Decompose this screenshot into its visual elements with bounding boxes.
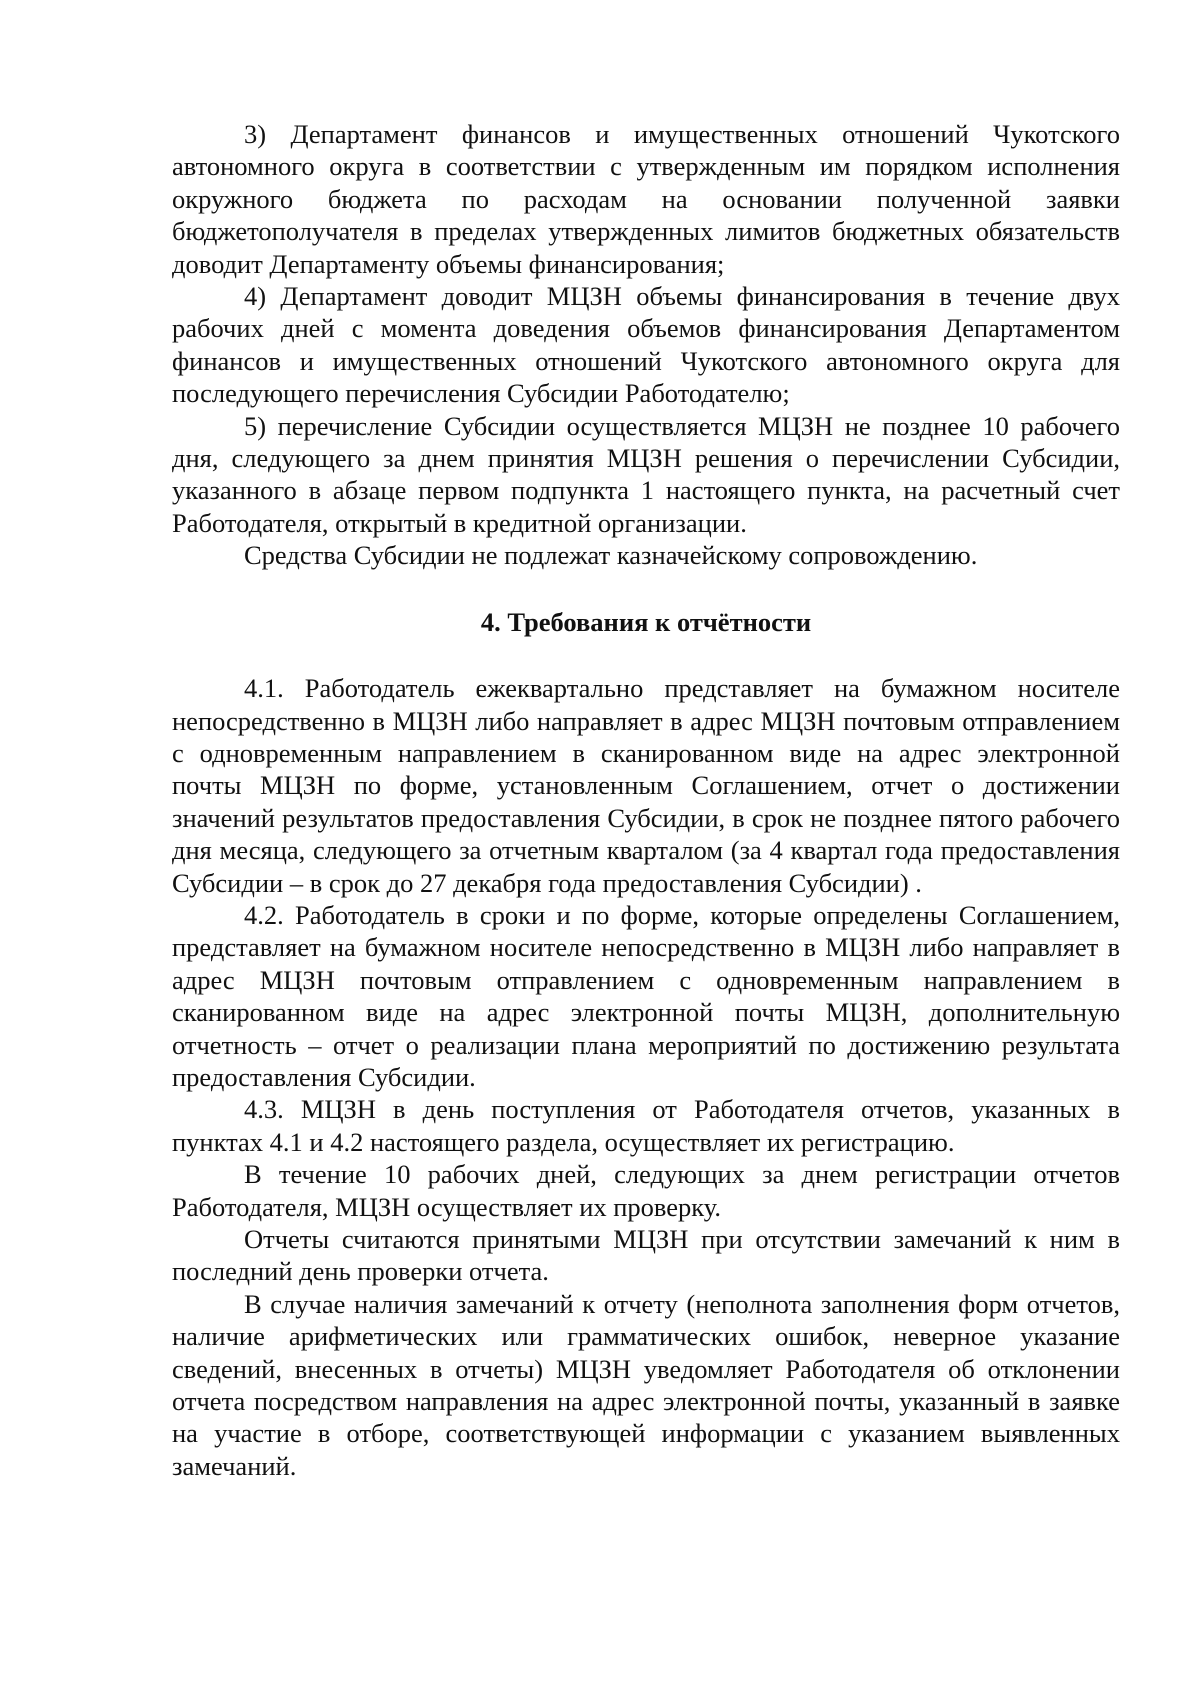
paragraph-item-4: 4) Департамент доводит МЦЗН объемы финансирования в течение двух рабочих дней с момента доведения объемов финансирования Департаментом финансов и имущественных отношений Чукотского автономного округа для последующего перечисления Субсидии Работодателю; bbox=[172, 281, 1120, 409]
paragraph-4-2: 4.2. Работодатель в сроки и по форме, которые определены Соглашением, представляет на бумажном носителе непосредственно в МЦЗН либо направляет в адрес МЦЗН почтовым отправлением с одновременным направлением в сканированном виде на адрес электронной почты МЦЗН, дополнительную отчетность – отчет о реализации плана мероприятий по достижению результата предоставления Субсидии. bbox=[172, 899, 1120, 1092]
paragraph-4-1: 4.1. Работодатель ежеквартально представляет на бумажном носителе непосредственно в МЦЗН либо направляет в адрес МЦЗН почтовым отправлением с одновременным направлением в сканированном виде на адрес электронной почты МЦЗН по форме, установленным Соглашением, отчет о достижении значений результатов предоставления Субсидии, в срок не позднее пятого рабочего дня месяца, следующего за отчетным кварталом (за 4 квартал года предоставления Субсидии – в срок до 27 декабря года предоставления Субсидии) . bbox=[172, 673, 1120, 898]
paragraph-item-3: 3) Департамент финансов и имущественных отношений Чукотского автономного округа в соответствии с утвержденным им порядком исполнения окружного бюджета по расходам на основании полученной заявки бюджетополучателя в пределах утвержденных лимитов бюджетных обязательств доводит Департаменту объемы финансирования; bbox=[172, 119, 1120, 279]
document-body bbox=[172, 118, 1120, 1482]
paragraph-remarks: В случае наличия замечаний к отчету (неполнота заполнения форм отчетов, наличие арифметических или грамматических ошибок, неверное указание сведений, внесенных в отчеты) МЦЗН уведомляет Работодателя об отклонении отчета посредством направления на адрес электронной почты, указанный в заявке на участие в отборе, соответствующей информации с указанием выявленных замечаний. bbox=[172, 1288, 1120, 1481]
paragraph-treasury-note: Средства Субсидии не подлежат казначейскому сопровождению. bbox=[244, 540, 978, 571]
spacer bbox=[172, 638, 1120, 672]
paragraph-verification-period: В течение 10 рабочих дней, следующих за днем регистрации отчетов Работодателя, МЦЗН осуществляет их проверку. bbox=[172, 1159, 1120, 1222]
paragraph-acceptance: Отчеты считаются принятыми МЦЗН при отсутствии замечаний к ним в последний день проверки отчета. bbox=[172, 1224, 1120, 1287]
paragraph-4-3: 4.3. МЦЗН в день поступления от Работодателя отчетов, указанных в пунктах 4.1 и 4.2 настоящего раздела, осуществляет их регистрацию. bbox=[172, 1094, 1120, 1157]
spacer bbox=[172, 572, 1120, 606]
section-heading: 4. Требования к отчётности bbox=[480, 606, 812, 637]
paragraph-item-5: 5) перечисление Субсидии осуществляется МЦЗН не позднее 10 рабочего дня, следующего за днем принятия МЦЗН решения о перечислении Субсидии, указанного в абзаце первом подпункта 1 настоящего пункта, на расчетный счет Работодателя, открытый в кредитной организации. bbox=[172, 410, 1120, 538]
